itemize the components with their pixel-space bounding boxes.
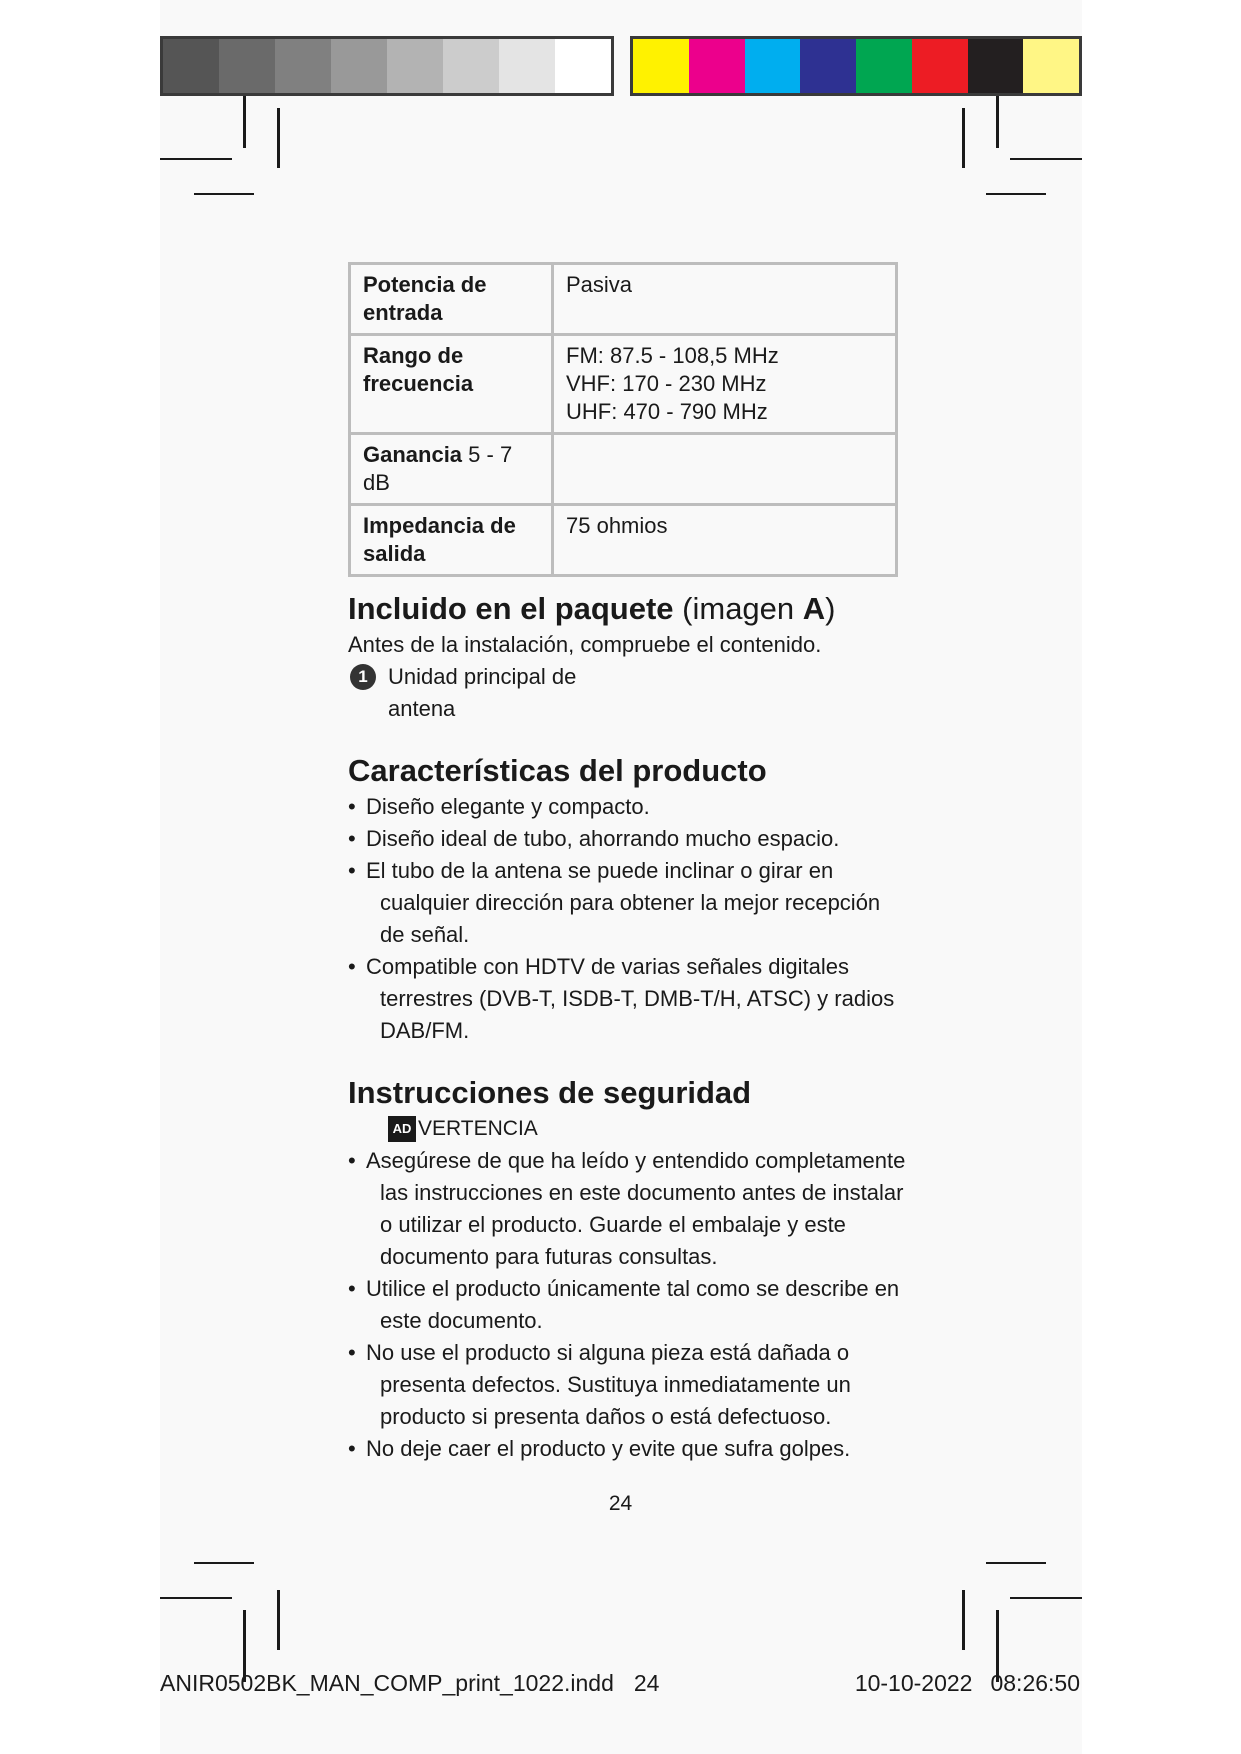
slug-time: 08:26:50 <box>990 1670 1080 1696</box>
crop-mark <box>160 158 232 160</box>
crop-mark <box>160 1597 232 1599</box>
spec-value: FM: 87.5 - 108,5 MHz VHF: 170 - 230 MHz UHF: 470 - 790 MHz <box>553 335 897 434</box>
crop-mark <box>194 1562 254 1564</box>
gray-swatch <box>499 39 555 93</box>
feature-item: • Compatible con HDTV de varias señales digitales terrestres (DVB-T, ISDB-T, DMB-T/H, ATSC) y radios DAB/FM. <box>348 951 908 1047</box>
color-swatch <box>856 39 912 93</box>
warning-text: VERTENCIA <box>418 1117 538 1140</box>
slug-date: 10-10-2022 <box>854 1670 973 1696</box>
package-item <box>348 661 908 725</box>
safety-item: • Asegúrese de que ha leído y entendido completamente las instrucciones en este documento antes de instalar o utilizar el producto. Guarde el embalaje y este documento para futuras consultas. <box>348 1145 908 1273</box>
features-section <box>348 751 908 1047</box>
features-list <box>348 791 908 1047</box>
spec-table <box>348 262 898 577</box>
spec-key: Impedancia de salida <box>350 505 553 576</box>
safety-list <box>348 1145 908 1465</box>
package-intro: Antes de la instalación, compruebe el contenido. <box>348 632 822 657</box>
color-swatch <box>689 39 745 93</box>
spec-key: Ganancia 5 - 7 dB <box>350 434 553 505</box>
crop-mark <box>996 96 999 148</box>
package-item-text: Unidad principal de antena <box>388 664 577 721</box>
safety-item: • Utilice el producto únicamente tal como se describe en este documento. <box>348 1273 908 1337</box>
spec-value: Pasiva <box>553 264 897 335</box>
color-swatch <box>745 39 801 93</box>
slug-page: 24 <box>633 1670 660 1696</box>
crop-mark <box>277 1590 280 1650</box>
spec-value: 75 ohmios <box>553 505 897 576</box>
gray-swatch <box>163 39 219 93</box>
spec-key: Potencia de entrada <box>350 264 553 335</box>
color-swatch <box>1023 39 1079 93</box>
spec-row <box>350 335 897 434</box>
crop-mark <box>986 1562 1046 1564</box>
gray-swatch <box>387 39 443 93</box>
features-heading: Características del producto <box>348 753 767 788</box>
crop-mark <box>194 193 254 195</box>
color-swatch <box>968 39 1024 93</box>
spec-value <box>553 434 897 505</box>
crop-mark <box>962 108 965 168</box>
gray-swatch <box>331 39 387 93</box>
spec-row <box>350 505 897 576</box>
item-number-badge: 1 <box>350 664 376 690</box>
safety-heading: Instrucciones de seguridad <box>348 1075 752 1110</box>
crop-mark <box>277 108 280 168</box>
print-slug <box>160 1670 1080 1697</box>
crop-mark <box>1010 1597 1082 1599</box>
page-number: 24 <box>608 1492 633 1515</box>
safety-section <box>348 1073 908 1465</box>
feature-item: • Diseño elegante y compacto. <box>348 791 908 823</box>
page-content <box>348 262 908 1465</box>
safety-item: • No use el producto si alguna pieza está dañada o presenta defectos. Sustituya inmediatamente un producto si presenta daños o está defectuoso. <box>348 1337 908 1433</box>
crop-mark <box>962 1590 965 1650</box>
color-bar <box>630 36 1082 96</box>
spec-row <box>350 264 897 335</box>
color-swatch <box>633 39 689 93</box>
color-swatch <box>912 39 968 93</box>
safety-item: • No deje caer el producto y evite que sufra golpes. <box>348 1433 908 1465</box>
gray-swatch <box>443 39 499 93</box>
slug-filename: ANIR0502BK_MAN_COMP_print_1022.indd <box>160 1670 614 1696</box>
package-section <box>348 589 908 725</box>
gray-swatch <box>555 39 611 93</box>
spec-key: Rango de frecuencia <box>350 335 553 434</box>
crop-mark <box>986 193 1046 195</box>
crop-mark <box>243 96 246 148</box>
warning-icon: AD <box>388 1116 416 1142</box>
grayscale-bar <box>160 36 614 96</box>
package-heading: Incluido en el paquete (imagen A) <box>348 591 836 626</box>
feature-item: • El tubo de la antena se puede inclinar o girar en cualquier dirección para obtener la mejor recepción de señal. <box>348 855 908 951</box>
warning-label <box>388 1113 908 1145</box>
color-swatch <box>800 39 856 93</box>
feature-item: • Diseño ideal de tubo, ahorrando mucho espacio. <box>348 823 908 855</box>
gray-swatch <box>219 39 275 93</box>
gray-swatch <box>275 39 331 93</box>
spec-row <box>350 434 897 505</box>
crop-mark <box>1010 158 1082 160</box>
